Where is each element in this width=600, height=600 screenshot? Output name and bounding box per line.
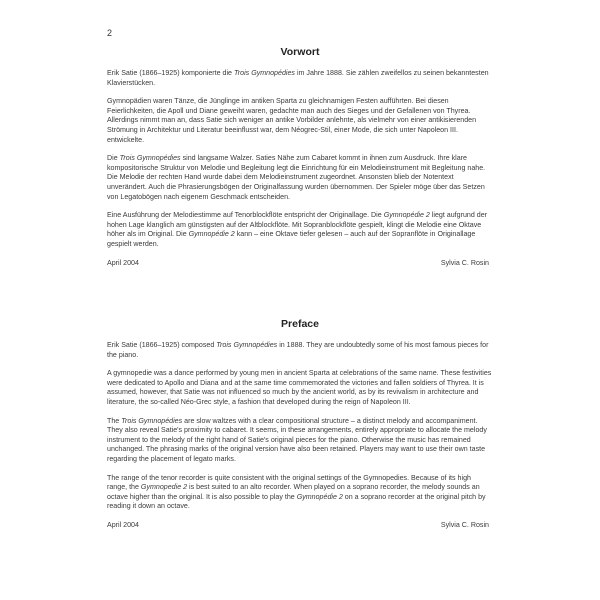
paragraph-text: Erik Satie (1866–1925) composed [107, 341, 217, 349]
italic-title-text: Trois Gymnopédies [121, 416, 183, 425]
paragraph-text: Eine Ausführung der Melodiestimme auf Tenorblockflöte entspricht der Originallage. Die [107, 211, 384, 220]
author-name: Sylvia C. Rosin [440, 258, 489, 267]
paragraph-text: liegt aufgrund der hohen Lage klanglich am günstigsten auf der Altblockflöte. Mit Sopranblockflöte gespielt, klingt die Melodie eine Oktave höher als im Original. Die [107, 211, 488, 239]
signature-line [107, 521, 493, 531]
section-vorwort [107, 46, 493, 268]
italic-title-text: Gymnopedie 2 [140, 483, 188, 492]
section-title: Preface [281, 318, 319, 330]
signature-line [107, 259, 493, 269]
paragraph-text: in 1888. They are undoubtedly some of his most famous pieces for the piano. [107, 341, 489, 359]
italic-title-text: Trois Gymnopédies [233, 69, 295, 77]
author-name: Sylvia C. Rosin [440, 520, 489, 529]
paragraph-list [107, 69, 493, 250]
paragraph-text: Gymnopädien waren Tänze, die Jünglinge im antiken Sparta zu gleichnamigen Festen aufführten. Bei diesen Feierlichkeiten, die Apoll und Diane geweiht waren, gedachte man auch des Sieges und der Gefallenen von Thyrea. Allerdings nimmt man an, dass Satie sich weniger an antike Vorbilder anlehnte, als vielmehr von einer antikisierenden Strömung in Architektur und Literatur beeinflusst war, dem Néogrec-Stil, einer Mode, die sich unter Napoleon III. entwickelte. [107, 97, 477, 144]
paragraph-text: The range of the tenor recorder is quite consistent with the original settings of the Gymnopedies. Because of its high range, the [107, 473, 471, 492]
paragraph-text: A gymnopedie was a dance performed by young men in ancient Sparta at celebrations of the same name. These festivities were dedicated to Apollo and Diana and at the same time commemorated the victories and fallen soldiers of Thyrea. It is assumed, however, that Satie was not influenced so much by the ancient world, as by its revivalism in architecture and literature, the so-called Néo-Grec style, a fashion that developed during the reign of Napoleon III. [107, 369, 492, 406]
italic-title-text: Gymnopédie 2 [383, 211, 430, 220]
paragraph-text: Die [107, 154, 120, 163]
paragraph-text: is best suited to an alto recorder. When played on a soprano recorder, the melody sounds an octave higher than the original. It is also possible to play the [107, 483, 480, 501]
page-number: 2 [107, 28, 113, 38]
paragraph-text: im Jahre 1888. Sie zählen zweifellos zu seinen bekanntesten Klavierstücken. [107, 69, 489, 87]
body-paragraph [107, 211, 493, 249]
body-paragraph [107, 369, 493, 407]
paragraph-text: The [107, 416, 122, 425]
date-text: April 2004 [107, 520, 139, 529]
body-paragraph [107, 341, 493, 360]
body-paragraph [107, 474, 493, 512]
section-preface [107, 318, 493, 531]
body-paragraph [107, 154, 493, 202]
italic-title-text: Gymnopédie 2 [296, 492, 343, 501]
body-paragraph [107, 69, 493, 88]
italic-title-text: Trois Gymnopédies [119, 154, 181, 163]
paragraph-text: kann – eine Oktave tiefer gelesen – auch auf der Sopranflöte in Originallage gespielt werden. [107, 230, 476, 248]
italic-title-text: Trois Gymnopédies [216, 341, 278, 349]
section-title: Vorwort [280, 46, 320, 58]
paragraph-list [107, 341, 493, 512]
body-paragraph [107, 97, 493, 145]
paragraph-text: are slow waltzes with a clear compositional structure – a distinct melody and accompaniment. They also reveal Satie's proximity to cabaret. It seems, in these arrangements, entirely appropriate to allocate the melody instrument to the melody of the right hand of Satie's original pieces for the piano. Otherwise the music has remained unchanged. The phrasing marks of the original version have also been retained. Players may want to use their own taste regarding the placement of legato marks. [107, 416, 487, 463]
paragraph-text: sind langsame Walzer. Saties Nähe zum Cabaret kommt in ihnen zum Ausdruck. Ihre klare kompositorische Struktur von Melodie und Begleitung legt die Einrichtung für ein Melodieinstrument mit Begleitung nahe. Die Melodie der rechten Hand wurde dabei dem Melodieinstrument zugeordnet. Ansonsten blieb der Notentext unverändert. Auch die Phrasierungsbögen der Originalfassung wurden übernommen. Der Spieler möge über das Setzen von Legatobögen nach eigenem Geschmack entscheiden. [107, 154, 486, 201]
body-paragraph [107, 417, 493, 465]
paragraph-text: Erik Satie (1866–1925) komponierte die [107, 69, 234, 77]
italic-title-text: Gymnopédie 2 [188, 230, 235, 239]
paragraph-text: on a soprano recorder at the original pitch by reading it down an octave. [107, 492, 486, 511]
date-text: April 2004 [107, 258, 139, 267]
